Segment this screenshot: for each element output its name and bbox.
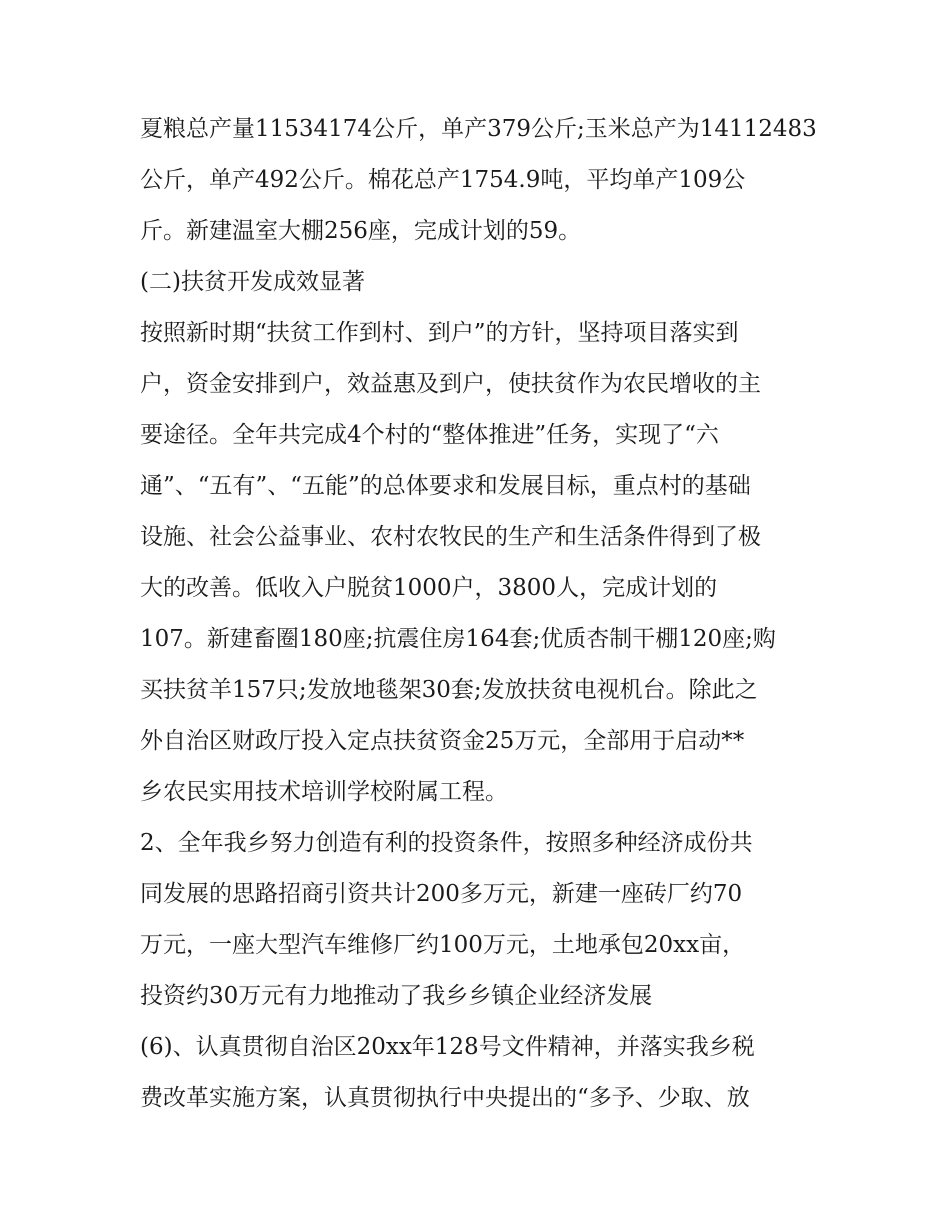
text-line: 费改革实施方案，认真贯彻执行中央提出的“多予、少取、放 <box>140 1085 750 1111</box>
text-line: 同发展的思路招商引资共计200多万元，新建一座砖厂约70 <box>140 881 743 907</box>
text-line: 投资约30万元有力地推动了我乡乡镇企业经济发展 <box>140 983 653 1009</box>
text-line: 按照新时期“扶贫工作到村、到户”的方针，坚持项目落实到 <box>140 320 739 346</box>
text-line: 要途径。全年共完成4个村的“整体推进”任务，实现了“六 <box>140 422 719 448</box>
section-heading: (二)扶贫开发成效显著 <box>140 269 365 295</box>
text-line: 买扶贫羊157只;发放地毯架30套;发放扶贫电视机台。除此之 <box>140 677 758 703</box>
text-line: 夏粮总产量11534174公斤，单产379公斤;玉米总产为14112483 <box>140 116 817 142</box>
text-line: 通”、“五有”、“五能”的总体要求和发展目标，重点村的基础 <box>140 473 751 499</box>
text-line: 大的改善。低收入户脱贫1000户，3800人，完成计划的 <box>140 575 718 601</box>
text-line: 2、全年我乡努力创造有利的投资条件，按照多种经济成份共 <box>140 830 753 856</box>
text-line: 107。新建畜圈180座;抗震住房164套;优质杏制干棚120座;购 <box>140 626 776 652</box>
text-line: (6)、认真贯彻自治区20xx年128号文件精神，并落实我乡税 <box>140 1034 755 1060</box>
text-line: 外自治区财政厅投入定点扶贫资金25万元，全部用于启动** <box>140 728 745 754</box>
document-body <box>140 110 820 1130</box>
text-line: 设施、社会公益事业、农村农牧民的生产和生活条件得到了极 <box>140 524 761 550</box>
text-line: 户，资金安排到户，效益惠及到户，使扶贫作为农民增收的主 <box>140 371 761 397</box>
text-line: 万元，一座大型汽车维修厂约100万元，土地承包20xx亩， <box>140 932 746 958</box>
text-line: 乡农民实用技术培训学校附属工程。 <box>140 779 508 805</box>
text-line: 斤。新建温室大棚256座，完成计划的59。 <box>140 218 582 244</box>
text-line: 公斤，单产492公斤。棉花总产1754.9吨，平均单产109公 <box>140 167 746 193</box>
